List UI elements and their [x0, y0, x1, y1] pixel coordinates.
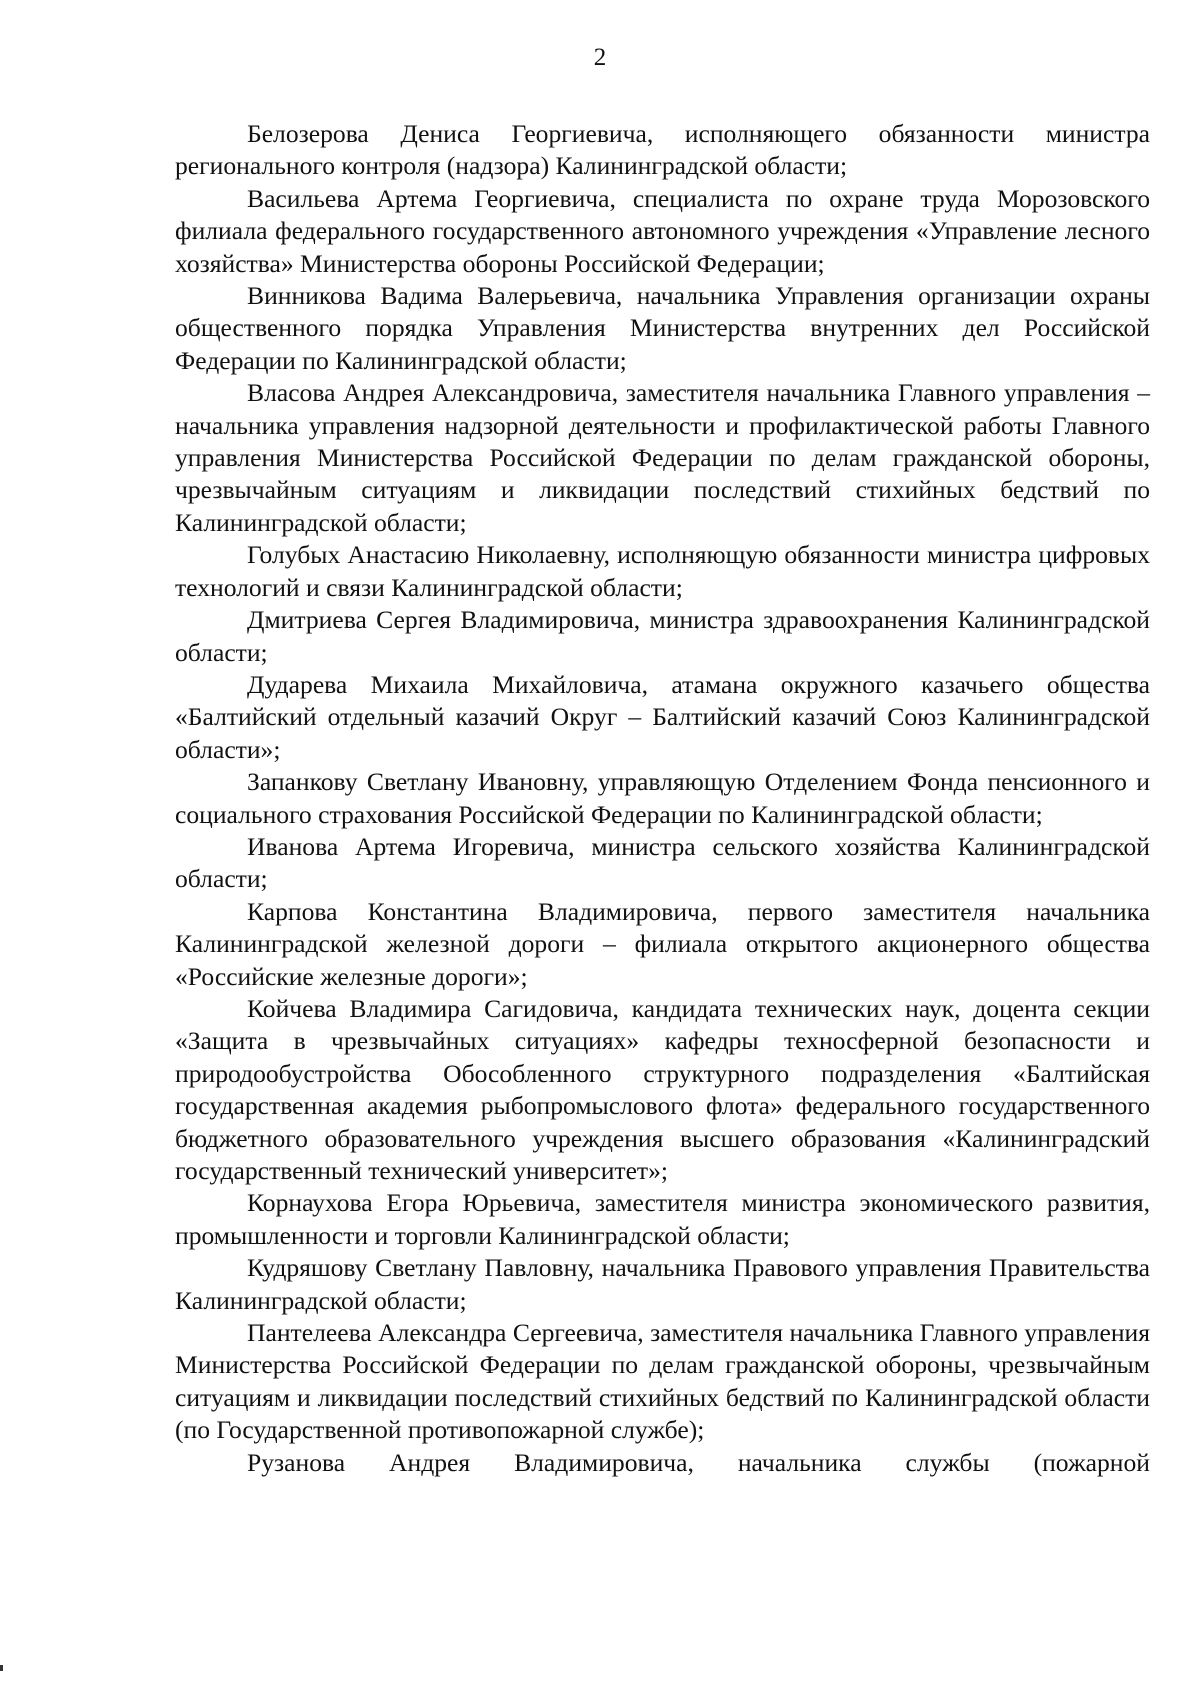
page-number: 2	[593, 44, 607, 71]
list-item: Рузанова Андрея Владимировича, начальника службы (пожарной	[247, 1447, 1150, 1477]
list-item: Запанкову Светлану Ивановну, управляющую Отделением Фонда пенсионного и социального страхования Российской Федерации по Калининградской области;	[175, 767, 1150, 829]
list-item: Дударева Михаила Михайловича, атамана окружного казачьего общества «Балтийский отдельный казачий Округ – Балтийский казачий Союз Калининградской области»;	[175, 669, 1150, 764]
list-item: Кудряшову Светлану Павловну, начальника Правового управления Правительства Калининградской области;	[175, 1253, 1150, 1315]
list-item: Корнаухова Егора Юрьевича, заместителя министра экономического развития, промышленности и торговли Калининградской области;	[175, 1188, 1150, 1250]
list-item: Голубых Анастасию Николаевну, исполняющую обязанности министра цифровых технологий и связи Калининградской области;	[175, 540, 1150, 602]
list-item: Белозерова Дениса Георгиевича, исполняющего обязанности министра регионального контроля (надзора) Калининградской области;	[175, 119, 1150, 181]
list-item: Иванова Артема Игоревича, министра сельского хозяйства Калининградской области;	[175, 831, 1150, 894]
scan-edge-mark	[0, 1665, 3, 1671]
list-item: Власова Андрея Александровича, заместителя начальника Главного управления – начальника управления надзорной деятельности и профилактической работы Главного управления Министерства Российской Федерации по делам гражданской обороны, чрезвычайным ситуациям и ликвидации последствий стихийных бедствий по Калининградской области;	[175, 378, 1150, 537]
list-item: Карпова Константина Владимировича, первого заместителя начальника Калининградской железной дороги – филиала открытого акционерного общества «Российские железные дороги»;	[175, 896, 1150, 991]
list-item: Васильева Артема Георгиевича, специалиста по охране труда Морозовского филиала федерального государственного автономного учреждения «Управление лесного хозяйства» Министерства обороны Российской Федерации;	[175, 183, 1150, 278]
list-item: Винникова Вадима Валерьевича, начальника Управления организации охраны общественного порядка Управления Министерства внутренних дел Российской Федерации по Калининградской области;	[175, 281, 1150, 375]
list-item: Койчева Владимира Сагидовича, кандидата технических наук, доцента секции «Защита в чрезвычайных ситуациях» кафедры техносферной безопасности и природообустройства Обособленного структурного подразделения «Балтийская государственная академия рыбопромыслового флота» федерального государственного бюджетного образовательного учреждения высшего образования «Калининградский государственный технический университет»;	[175, 993, 1150, 1185]
list-item: Дмитриева Сергея Владимировича, министра здравоохранения Калининградской области;	[175, 605, 1150, 667]
list-item: Пантелеева Александра Сергеевича, заместителя начальника Главного управления Министерства Российской Федерации по делам гражданской обороны, чрезвычайным ситуациям и ликвидации последствий стихийных бедствий по Калининградской области (по Государственной противопожарной службе);	[175, 1318, 1150, 1445]
document-body	[175, 118, 1150, 1479]
